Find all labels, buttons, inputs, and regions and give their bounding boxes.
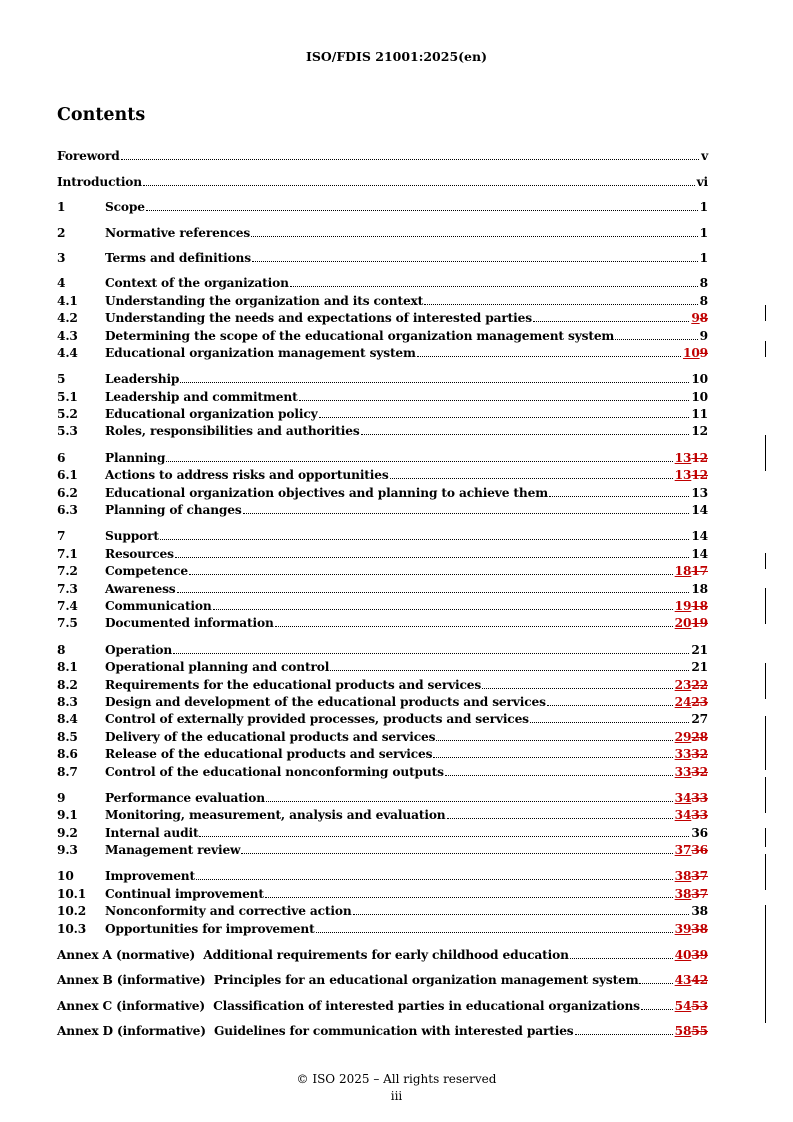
toc-page: 27 xyxy=(691,712,708,727)
toc-number: 8.1 xyxy=(57,660,78,675)
toc-label: Awareness xyxy=(105,581,176,596)
toc-entry-annex-b[interactable] xyxy=(57,970,708,987)
inserted-page: 24 xyxy=(674,694,692,709)
change-bar xyxy=(765,828,766,847)
dot-leader xyxy=(160,538,689,540)
toc-page: 1 xyxy=(699,200,708,215)
dot-leader xyxy=(175,556,689,558)
inserted-page: 33 xyxy=(674,747,692,762)
deleted-page: 23 xyxy=(691,694,708,709)
toc-page: 38 xyxy=(691,904,708,919)
inserted-page: 34 xyxy=(674,808,692,823)
inserted-page: 58 xyxy=(674,1024,692,1039)
inserted-page: 38 xyxy=(674,886,692,901)
toc-number: 4.3 xyxy=(57,328,78,343)
toc-page: 10 xyxy=(691,389,708,404)
toc-page xyxy=(675,765,708,779)
toc-page: 10 xyxy=(691,372,708,387)
toc-entry[interactable] xyxy=(57,273,708,290)
dot-leader xyxy=(265,896,673,898)
dot-leader xyxy=(482,687,673,689)
change-bar xyxy=(765,588,766,624)
toc-page xyxy=(675,808,708,822)
toc-entry[interactable] xyxy=(57,596,708,613)
toc-page xyxy=(675,999,708,1013)
toc-label: Context of the organization xyxy=(105,276,289,291)
toc-entry[interactable] xyxy=(57,308,708,325)
toc-page xyxy=(675,678,708,692)
toc-entry[interactable] xyxy=(57,465,708,482)
toc-entry[interactable] xyxy=(57,543,708,560)
toc-label: Educational organization management system xyxy=(105,345,416,360)
dot-leader xyxy=(330,669,689,671)
toc-entry[interactable] xyxy=(57,866,708,883)
deleted-page: 42 xyxy=(691,973,708,988)
toc-page xyxy=(675,451,708,465)
change-bar xyxy=(765,905,766,1023)
inserted-page: 9 xyxy=(691,311,700,326)
toc-label: Planning of changes xyxy=(105,503,242,518)
deleted-page: 38 xyxy=(691,921,708,936)
dot-leader xyxy=(447,817,673,819)
spacer xyxy=(57,265,708,273)
dot-leader xyxy=(275,625,673,627)
deleted-page: 36 xyxy=(691,843,708,858)
toc-page: 14 xyxy=(691,503,708,518)
dot-leader xyxy=(180,381,689,383)
dot-leader xyxy=(445,774,673,776)
page-title: Contents xyxy=(57,105,146,125)
toc-label: Actions to address risks and opportunities xyxy=(105,468,389,483)
toc-number: 9.2 xyxy=(57,825,78,840)
dot-leader xyxy=(299,399,690,401)
toc-entry[interactable] xyxy=(57,561,708,578)
dot-leader xyxy=(615,338,697,340)
toc-entry[interactable] xyxy=(57,613,708,630)
toc-label: Normative references xyxy=(105,225,251,240)
toc-entry[interactable] xyxy=(57,325,708,342)
toc-entry[interactable] xyxy=(57,222,708,239)
toc-page: 8 xyxy=(699,276,708,291)
toc-label: Foreword xyxy=(57,149,120,164)
dot-leader xyxy=(290,285,698,287)
toc-number: 5.2 xyxy=(57,407,78,422)
toc-page: vi xyxy=(696,174,708,189)
toc-number: 7.1 xyxy=(57,546,78,561)
toc-label: Educational organization policy xyxy=(105,407,318,422)
deleted-page: 9 xyxy=(699,345,708,360)
toc-label: Terms and definitions xyxy=(105,250,251,265)
dot-leader xyxy=(549,495,689,497)
toc-number: 7.3 xyxy=(57,581,78,596)
toc-page xyxy=(675,695,708,709)
toc-page: 14 xyxy=(691,546,708,561)
toc-entry[interactable] xyxy=(57,840,708,857)
toc-label: Documented information xyxy=(105,616,274,631)
spacer xyxy=(57,779,708,788)
toc-entry[interactable] xyxy=(57,918,708,935)
toc-number: 5 xyxy=(57,372,66,387)
inserted-page: 23 xyxy=(674,677,692,692)
toc-number: 3 xyxy=(57,250,66,265)
change-bar xyxy=(765,716,766,770)
toc-page: 14 xyxy=(691,529,708,544)
deleted-page: 22 xyxy=(691,677,708,692)
change-bar xyxy=(765,663,766,699)
dot-leader xyxy=(177,591,690,593)
dot-leader xyxy=(530,721,689,723)
dot-leader xyxy=(213,608,673,610)
change-bar xyxy=(765,305,766,321)
toc-page xyxy=(675,791,708,805)
toc-number: 6.1 xyxy=(57,468,78,483)
toc-label: Operational planning and control xyxy=(105,660,330,675)
page-number: iii xyxy=(390,1089,403,1103)
spacer xyxy=(57,962,708,970)
toc-number: 9.3 xyxy=(57,843,78,858)
toc-page: v xyxy=(701,149,708,164)
toc-page: 21 xyxy=(691,660,708,675)
toc-label: Internal audit xyxy=(105,825,199,840)
toc-number: 10 xyxy=(57,869,74,884)
page-footer xyxy=(0,1071,793,1105)
toc-label: Requirements for the educational products and services xyxy=(105,677,482,692)
toc-label: Continual improvement xyxy=(105,886,264,901)
dot-leader xyxy=(639,982,672,984)
toc-number: 7.5 xyxy=(57,616,78,631)
deleted-page: 39 xyxy=(691,948,708,963)
toc-page xyxy=(675,730,708,744)
dot-leader xyxy=(353,913,690,915)
dot-leader xyxy=(547,704,673,706)
toc-number: 6.3 xyxy=(57,503,78,518)
toc-number: 10.2 xyxy=(57,904,87,919)
toc-entry[interactable] xyxy=(57,761,708,778)
toc-page: 18 xyxy=(691,581,708,596)
toc-page: 1 xyxy=(699,250,708,265)
toc-number: 8 xyxy=(57,642,66,657)
toc-entry[interactable] xyxy=(57,290,708,307)
inserted-page: 29 xyxy=(674,729,692,744)
toc-entry[interactable] xyxy=(57,822,708,839)
spacer xyxy=(57,163,708,171)
change-bar xyxy=(765,341,766,357)
toc-number: 8.6 xyxy=(57,747,78,762)
spacer xyxy=(57,987,708,995)
toc-number: 8.4 xyxy=(57,712,78,727)
toc-page xyxy=(675,922,708,936)
toc-entry-introduction[interactable] xyxy=(57,171,708,188)
toc-entry[interactable] xyxy=(57,404,708,421)
inserted-page: 19 xyxy=(674,598,692,613)
dot-leader xyxy=(199,835,689,837)
spacer xyxy=(57,517,708,526)
inserted-page: 10 xyxy=(682,345,700,360)
toc-entry[interactable] xyxy=(57,369,708,386)
deleted-page: 28 xyxy=(691,729,708,744)
inserted-page: 54 xyxy=(674,998,692,1013)
toc-label: Annex C (informative) Classification of interested parties in educational organizations xyxy=(57,998,640,1013)
inserted-page: 37 xyxy=(674,843,692,858)
toc-label: Understanding the needs and expectations of interested parties xyxy=(105,311,532,326)
dot-leader xyxy=(189,573,673,575)
toc-page xyxy=(675,1024,708,1038)
toc-label: Management review xyxy=(105,843,241,858)
toc-page xyxy=(691,311,708,325)
dot-leader xyxy=(243,512,690,514)
toc-number: 5.3 xyxy=(57,424,78,439)
toc-label: Determining the scope of the educational organization management system xyxy=(105,328,615,343)
toc-label: Annex D (informative) Guidelines for communication with interested parties xyxy=(57,1024,574,1039)
toc-label: Release of the educational products and services xyxy=(105,747,433,762)
toc-entry[interactable] xyxy=(57,657,708,674)
toc-page xyxy=(675,599,708,613)
toc-entry[interactable] xyxy=(57,386,708,403)
toc-label: Improvement xyxy=(105,869,195,884)
toc-label: Control of the educational nonconforming outputs xyxy=(105,764,444,779)
toc-label: Control of externally provided processes, products and services xyxy=(105,712,529,727)
spacer xyxy=(57,360,708,369)
toc-page xyxy=(675,616,708,630)
toc-label: Annex A (normative) Additional requirements for early childhood education xyxy=(57,948,569,963)
inserted-page: 18 xyxy=(674,564,692,579)
toc-page: 36 xyxy=(691,825,708,840)
toc-number: 2 xyxy=(57,225,66,240)
toc-number: 8.2 xyxy=(57,677,78,692)
toc-number: 6 xyxy=(57,450,66,465)
toc-label: Support xyxy=(105,529,159,544)
toc-page xyxy=(675,843,708,857)
toc-number: 10.3 xyxy=(57,921,87,936)
deleted-page: 53 xyxy=(691,998,708,1013)
toc-label: Annex B (informative) Principles for an educational organization management system xyxy=(57,973,639,988)
toc-number: 8.7 xyxy=(57,764,78,779)
toc-entry[interactable] xyxy=(57,500,708,517)
toc-entry[interactable] xyxy=(57,788,708,805)
toc-label: Introduction xyxy=(57,174,142,189)
spacer xyxy=(57,189,708,197)
change-bar xyxy=(765,435,766,471)
toc-label: Roles, responsibilities and authorities xyxy=(105,424,360,439)
toc-label: Resources xyxy=(105,546,174,561)
spacer xyxy=(57,438,708,447)
inserted-page: 43 xyxy=(674,973,692,988)
spacer xyxy=(57,936,708,945)
toc-number: 7.4 xyxy=(57,598,78,613)
inserted-page: 40 xyxy=(674,948,692,963)
dot-leader xyxy=(143,184,695,186)
toc-entry[interactable] xyxy=(57,674,708,691)
dot-leader xyxy=(266,800,673,802)
toc-page xyxy=(675,973,708,987)
toc-entry-annex-a[interactable] xyxy=(57,945,708,962)
dot-leader xyxy=(390,477,673,479)
spacer xyxy=(57,214,708,222)
toc-page xyxy=(675,747,708,761)
toc-page: 1 xyxy=(699,225,708,240)
deleted-page: 33 xyxy=(691,808,708,823)
toc-number: 7 xyxy=(57,529,66,544)
toc-number: 8.5 xyxy=(57,729,78,744)
toc-page: 12 xyxy=(691,424,708,439)
dot-leader xyxy=(575,1033,673,1035)
toc-label: Monitoring, measurement, analysis and evaluation xyxy=(105,808,446,823)
toc-page: 8 xyxy=(699,293,708,308)
dot-leader xyxy=(533,320,689,322)
dot-leader xyxy=(196,878,673,880)
deleted-page: 12 xyxy=(691,468,708,483)
toc-page: 9 xyxy=(699,328,708,343)
spacer xyxy=(57,240,708,248)
toc-entry[interactable] xyxy=(57,248,708,265)
toc-number: 4.4 xyxy=(57,345,78,360)
inserted-page: 13 xyxy=(674,468,692,483)
deleted-page: 33 xyxy=(691,790,708,805)
change-bar xyxy=(765,553,766,569)
toc-label: Leadership and commitment xyxy=(105,389,298,404)
toc-entry[interactable] xyxy=(57,901,708,918)
toc-page: 13 xyxy=(691,485,708,500)
toc-entry[interactable] xyxy=(57,744,708,761)
toc-number: 1 xyxy=(57,200,66,215)
toc-label: Design and development of the educational products and services xyxy=(105,694,546,709)
spacer xyxy=(57,1013,708,1021)
toc-page xyxy=(675,564,708,578)
dot-leader xyxy=(316,931,673,933)
toc-entry[interactable] xyxy=(57,343,708,360)
dot-leader xyxy=(252,260,698,262)
copyright-notice: © ISO 2025 – All rights reserved xyxy=(296,1072,497,1086)
toc-page xyxy=(683,346,708,360)
dot-leader xyxy=(424,303,698,305)
toc-entry[interactable] xyxy=(57,526,708,543)
toc-label: Competence xyxy=(105,564,188,579)
inserted-page: 13 xyxy=(674,450,692,465)
toc-label: Opportunities for improvement xyxy=(105,921,315,936)
deleted-page: 17 xyxy=(691,564,708,579)
toc-entry-annex-c[interactable] xyxy=(57,995,708,1012)
toc-page: 11 xyxy=(691,407,708,422)
toc-label: Nonconformity and corrective action xyxy=(105,904,352,919)
toc-page xyxy=(675,869,708,883)
toc-page xyxy=(675,887,708,901)
deleted-page: 12 xyxy=(691,450,708,465)
toc-number: 5.1 xyxy=(57,389,78,404)
deleted-page: 32 xyxy=(691,747,708,762)
dot-leader xyxy=(570,957,673,959)
toc-number: 4 xyxy=(57,276,66,291)
deleted-page: 32 xyxy=(691,764,708,779)
dot-leader xyxy=(361,433,690,435)
change-bar xyxy=(765,777,766,813)
inserted-page: 33 xyxy=(674,764,692,779)
toc-label: Delivery of the educational products and services xyxy=(105,729,436,744)
spacer xyxy=(57,857,708,866)
toc-entry[interactable] xyxy=(57,805,708,822)
toc-page xyxy=(675,948,708,962)
toc-number: 9.1 xyxy=(57,808,78,823)
deleted-page: 19 xyxy=(691,616,708,631)
table-of-contents xyxy=(57,146,708,1038)
change-bar xyxy=(765,854,766,890)
toc-entry-foreword[interactable] xyxy=(57,146,708,163)
toc-label: Educational organization objectives and planning to achieve them xyxy=(105,485,548,500)
toc-number: 4.2 xyxy=(57,311,78,326)
toc-entry[interactable] xyxy=(57,883,708,900)
inserted-page: 34 xyxy=(674,790,692,805)
inserted-page: 39 xyxy=(674,921,692,936)
deleted-page: 18 xyxy=(691,598,708,613)
toc-number: 7.2 xyxy=(57,564,78,579)
deleted-page: 37 xyxy=(691,886,708,901)
dot-leader xyxy=(641,1008,673,1010)
toc-label: Scope xyxy=(105,200,145,215)
dot-leader xyxy=(433,756,672,758)
toc-entry[interactable] xyxy=(57,447,708,464)
toc-number: 4.1 xyxy=(57,293,78,308)
toc-number: 8.3 xyxy=(57,694,78,709)
toc-entry[interactable] xyxy=(57,709,708,726)
dot-leader xyxy=(436,739,672,741)
toc-entry[interactable] xyxy=(57,726,708,743)
toc-label: Understanding the organization and its context xyxy=(105,293,424,308)
dot-leader xyxy=(121,158,699,160)
dot-leader xyxy=(251,235,698,237)
deleted-page: 55 xyxy=(691,1024,708,1039)
toc-page xyxy=(675,468,708,482)
dot-leader xyxy=(241,852,672,854)
toc-label: Planning xyxy=(105,450,166,465)
deleted-page: 8 xyxy=(699,311,708,326)
spacer xyxy=(57,630,708,639)
inserted-page: 38 xyxy=(674,869,692,884)
toc-number: 6.2 xyxy=(57,485,78,500)
toc-entry[interactable] xyxy=(57,197,708,214)
dot-leader xyxy=(417,355,681,357)
toc-entry-annex-d[interactable] xyxy=(57,1021,708,1038)
toc-label: Operation xyxy=(105,642,173,657)
toc-entry[interactable] xyxy=(57,692,708,709)
toc-entry[interactable] xyxy=(57,482,708,499)
toc-number: 10.1 xyxy=(57,886,87,901)
inserted-page: 20 xyxy=(674,616,692,631)
toc-label: Performance evaluation xyxy=(105,790,265,805)
toc-number: 9 xyxy=(57,790,66,805)
dot-leader xyxy=(173,652,689,654)
deleted-page: 37 xyxy=(691,869,708,884)
document-header: ISO/FDIS 21001:2025(en) xyxy=(305,49,488,64)
toc-label: Communication xyxy=(105,598,212,613)
dot-leader xyxy=(146,209,698,211)
dot-leader xyxy=(166,460,672,462)
toc-entry[interactable] xyxy=(57,639,708,656)
toc-entry[interactable] xyxy=(57,578,708,595)
toc-label: Leadership xyxy=(105,372,180,387)
toc-entry[interactable] xyxy=(57,421,708,438)
toc-page: 21 xyxy=(691,642,708,657)
dot-leader xyxy=(319,416,690,418)
